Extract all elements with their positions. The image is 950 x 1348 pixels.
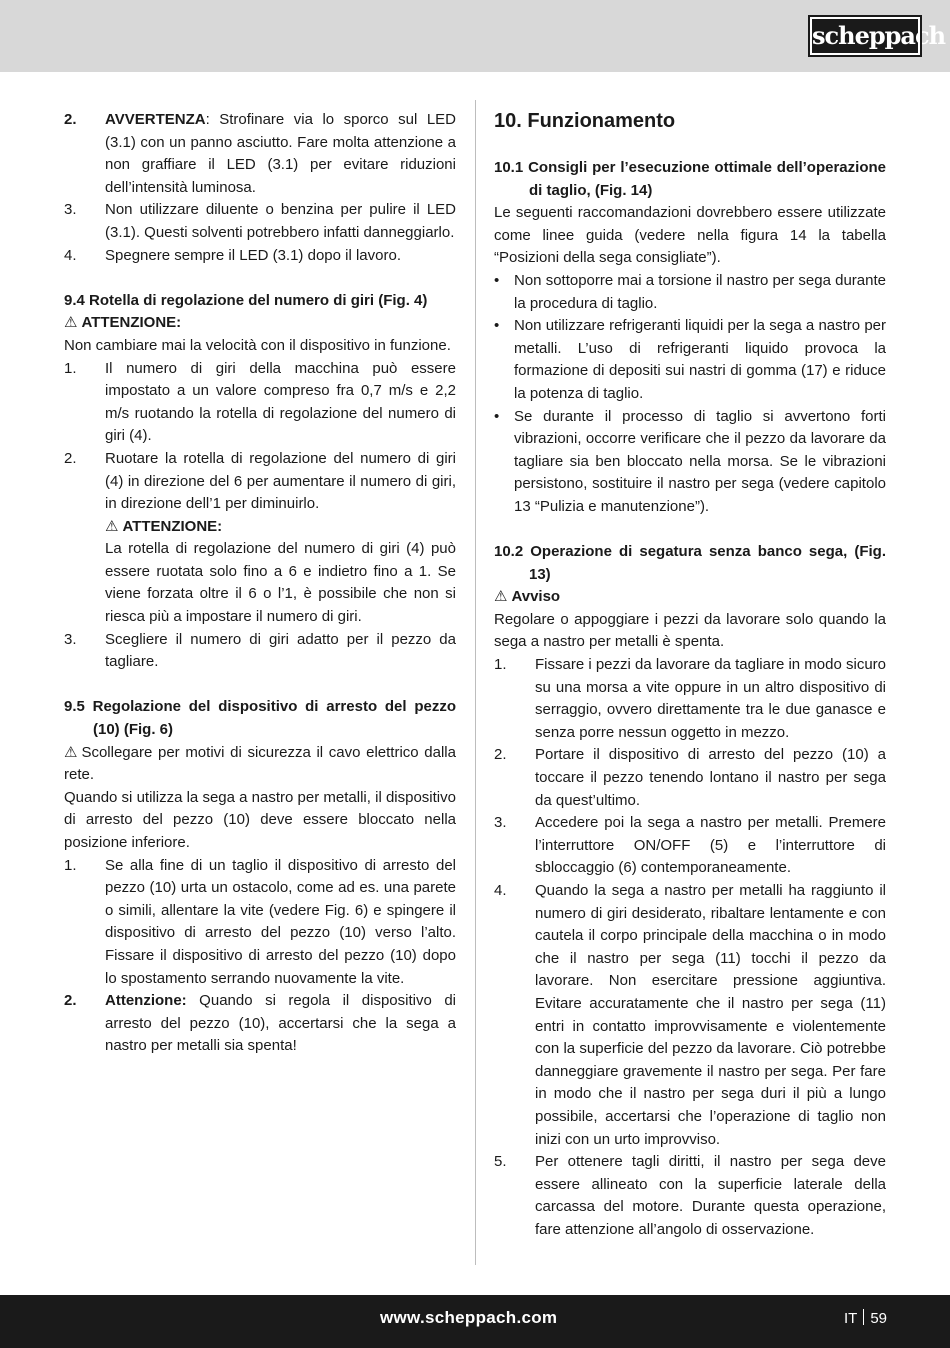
left-column	[64, 109, 456, 1058]
item-number: 2.	[64, 111, 77, 128]
list-item	[64, 109, 456, 199]
page-footer	[0, 1295, 950, 1348]
item-number: 3.	[64, 201, 77, 219]
item-text: Quando si regola il dispositivo di arresto del pezzo (10), accertarsi che la sega a nastro per metalli sia spenta!	[105, 992, 456, 1055]
website-url: www.scheppach.com	[380, 1308, 558, 1327]
item-text: Non utilizzare diluente o benzina per pulire il LED (3.1). Questi solventi potrebbero infatti danneggiarlo.	[105, 201, 456, 241]
section-heading-10-2: 10.2 Operazione di segatura senza banco sega, (Fig. 13)	[494, 543, 886, 583]
item-text: Accedere poi la sega a nastro per metalli. Premere l’interruttore ON/OFF (5) e l’interruttore di sbloccaggio (6) contemporaneamente.	[535, 814, 886, 877]
item-text: Fissare i pezzi da lavorare da tagliare in modo sicuro su una morsa a vite oppure in un altro dispositivo di serraggio, ovvero direttamente tra le due ganasce e senza porre nessun oggetto in mezzo.	[535, 656, 886, 741]
section-title: 10. Funzionamento	[494, 110, 676, 132]
item-number: 2.	[64, 992, 77, 1010]
item-number: 5.	[494, 1153, 507, 1171]
bullet-icon: •	[494, 407, 500, 425]
warning-line	[64, 312, 456, 335]
bullet-icon: •	[494, 317, 500, 335]
page-header	[0, 0, 950, 72]
list-item	[494, 880, 886, 1151]
right-column	[494, 109, 886, 1242]
item-text: : Strofinare via lo sporco sul LED (3.1) con un panno asciutto. Fare molta attenzione a non graffiare il LED (3.1) per evitare riduzioni dell’intensità luminosa.	[105, 111, 456, 196]
list-item	[494, 654, 886, 744]
list-item	[64, 448, 456, 629]
item-number: 2.	[494, 746, 507, 764]
bullet-item	[494, 270, 886, 315]
sub-warning-line	[105, 516, 456, 539]
item-number: 3.	[64, 630, 77, 648]
sub-warning-label: ATTENZIONE:	[122, 517, 223, 535]
page-indicator	[844, 1308, 887, 1331]
warning-line	[494, 586, 886, 609]
scheppach-logo: scheppach	[810, 17, 920, 55]
warning-text: Non cambiare mai la velocità con il dispositivo in funzione.	[64, 336, 451, 354]
bullet-text: Non utilizzare refrigeranti liquidi per la sega a nastro per metalli. L’uso di refrigeranti liquido provoca la formazione di depositi sui nastri di gomma (17) e riduce la potenza di taglio.	[514, 317, 886, 402]
item-number: 3.	[494, 814, 507, 832]
warning-triangle-icon: ⚠	[64, 314, 78, 332]
language-code: IT	[843, 1310, 858, 1327]
warning-label: Avviso	[511, 588, 561, 606]
list-item	[64, 855, 456, 991]
bullet-icon: •	[494, 271, 500, 289]
item-text: Spegnere sempre il LED (3.1) dopo il lavoro.	[105, 246, 401, 264]
warning-triangle-icon: ⚠	[494, 588, 508, 606]
item-number: 4.	[64, 246, 77, 264]
list-item	[64, 358, 456, 448]
list-item	[64, 629, 456, 674]
item-text: Portare il dispositivo di arresto del pezzo (10) a toccare il pezzo tenendo lontano il nastro per sega da quest’ultimo.	[535, 746, 886, 809]
item-text: Scegliere il numero di giri adatto per il pezzo da tagliare.	[105, 630, 456, 671]
warning-text: Scollegare per motivi di sicurezza il cavo elettrico dalla rete.	[64, 743, 456, 784]
section-heading-9-5: 9.5 Regolazione del dispositivo di arresto del pezzo (10) (Fig. 6)	[64, 698, 456, 739]
bullet-item	[494, 315, 886, 405]
warning-label: ATTENZIONE:	[81, 314, 182, 332]
section-heading-10-1: 10.1 Consigli per l’esecuzione ottimale dell’operazione di taglio, (Fig. 14)	[494, 159, 886, 199]
warning-line	[64, 742, 456, 787]
item-text: Quando la sega a nastro per metalli ha raggiunto il numero di giri desiderato, ribaltare lentamente e con cautela il corpo principale della macchina o in modo che il nastro per sega (11) tocchi il pezzo da lavorare. Non esercitare pressione aggiuntiva. Evitare accuratamente che il nastro per sega (11) entri in contatto improvvisamente e violentemente con la superficie del pezzo da lavorare. Ciò potrebbe danneggiare gravemente il nastro per sega. Per fare in modo che il nastro per sega duri il più a lungo possibile, accertarsi che l’operazione di taglio non inizi con un urto improvviso.	[535, 882, 886, 1148]
intro-paragraph: Quando si utilizza la sega a nastro per metalli, il dispositivo di arresto del pezzo (10) deve essere bloccato nella posizione inferiore.	[64, 788, 456, 851]
item-number: 2.	[64, 449, 77, 467]
warning-triangle-icon: ⚠	[105, 517, 119, 535]
item-lead: Attenzione:	[105, 992, 187, 1010]
list-item	[494, 812, 886, 880]
page-number: 59	[870, 1310, 887, 1327]
intro-paragraph: Le seguenti raccomandazioni dovrebbero essere utilizzate come linee guida (vedere nella figura 14 la tabella “Posizioni della sega consigliate”).	[494, 204, 886, 267]
bullet-item	[494, 406, 886, 519]
item-text: Il numero di giri della macchina può essere impostato a un valore compreso fra 0,7 m/s e 2,2 m/s ruotando la rotella di regolazione del numero di giri (4).	[105, 359, 456, 445]
warning-triangle-icon: ⚠	[64, 743, 78, 761]
item-number: 4.	[494, 882, 507, 899]
item-number: 1.	[64, 359, 77, 377]
item-number: 1.	[64, 856, 77, 874]
list-item	[494, 1151, 886, 1241]
bullet-text: Non sottoporre mai a torsione il nastro per sega durante la procedura di taglio.	[514, 271, 886, 312]
item-text: Per ottenere tagli diritti, il nastro per sega deve essere allineato con la superficie laterale della carcassa del motore. Durante questa operazione, fare attenzione all’angolo di osservazione.	[535, 1153, 886, 1238]
list-item	[494, 744, 886, 812]
item-number: 1.	[494, 656, 507, 674]
item-text: Se alla fine di un taglio il dispositivo di arresto del pezzo (10) urta un ostacolo, come ad es. una parete o simili, allentare la vite (vedere Fig. 6) e spingere il dispositivo di arresto del pezzo (10) verso l’alto. Fissare il dispositivo di arresto del pezzo (10) dopo lo spostamento serrando nuovamente la vite.	[105, 856, 456, 987]
item-text: Ruotare la rotella di regolazione del numero di giri (4) in direzione del 6 per aumentare il numero di giri, in direzione dell’1 per diminuirlo.	[105, 449, 456, 513]
list-item	[64, 990, 456, 1058]
section-heading-9-4: 9.4 Rotella di regolazione del numero di giri (Fig. 4)	[64, 291, 428, 309]
column-divider	[475, 100, 476, 1265]
bullet-text: Se durante il processo di taglio si avvertono forti vibrazioni, occorre verificare che il pezzo da lavorare da tagliare sia ben bloccato nella morsa. Se le vibrazioni persistono, sostituire il nastro per sega (vedere capitolo 13 “Pulizia e manutenzione”).	[514, 407, 886, 515]
list-item	[64, 245, 456, 268]
item-lead: AVVERTENZA	[105, 111, 206, 128]
intro-paragraph: Regolare o appoggiare i pezzi da lavorare solo quando la sega a nastro per metalli è spenta.	[494, 610, 886, 651]
separator	[863, 1309, 864, 1325]
sub-warning-text: La rotella di regolazione del numero di giri (4) può essere ruotata solo fino a 6 e indietro fino a 1. Se viene forzata oltre il 6 o l’1, è possibile che non si riesca più a impostare il numero di giri.	[105, 540, 456, 626]
list-item	[64, 199, 456, 244]
